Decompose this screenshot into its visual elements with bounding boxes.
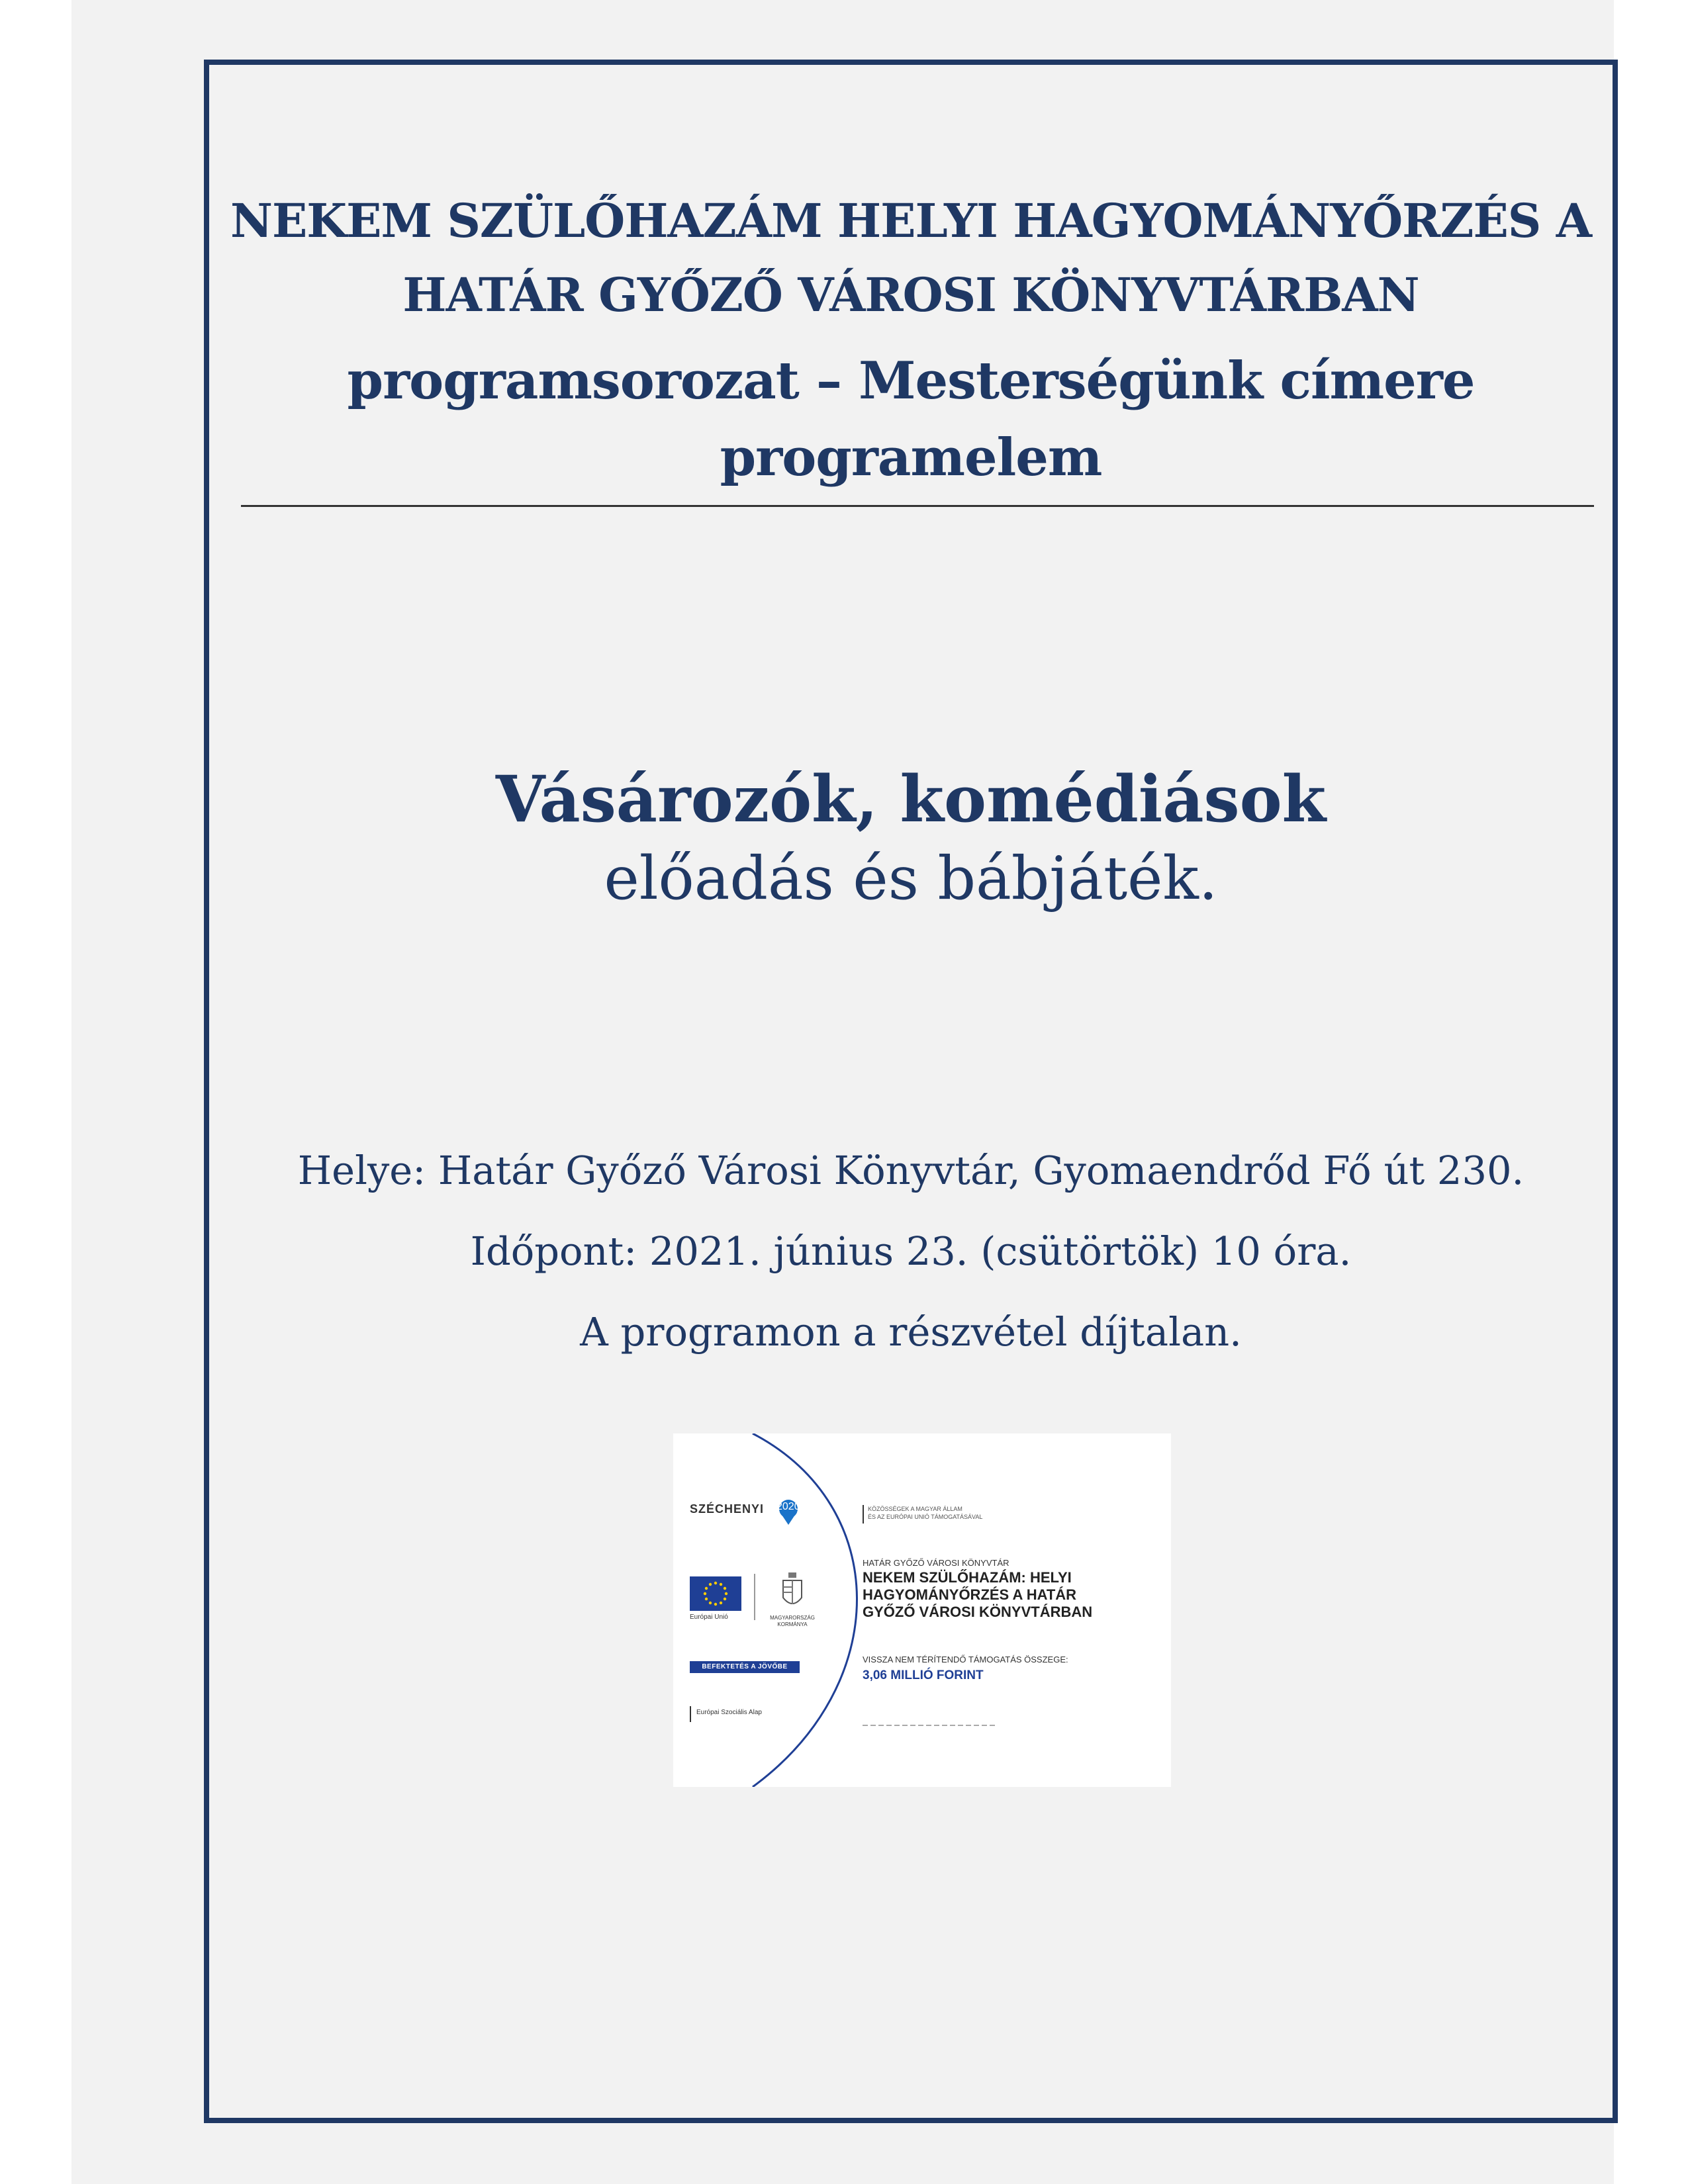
- organization-name: HATÁR GYŐZŐ VÁROSI KÖNYVTÁR: [863, 1558, 1009, 1568]
- header-line-3: programsorozat – Mesterségünk címere: [347, 351, 1475, 411]
- szechenyi-brand: SZÉCHENYI: [690, 1502, 765, 1516]
- hungarian-government-label: MAGYARORSZÁG KORMÁNYA: [770, 1615, 815, 1627]
- invest-badge: BEFEKTETÉS A JÖVŐBE: [690, 1661, 800, 1673]
- support-text: [868, 1505, 982, 1521]
- eu-label: Európai Unió: [690, 1614, 728, 1621]
- header-line-2: HATÁR GYŐZŐ VÁROSI KÖNYVTÁRBAN: [402, 267, 1419, 322]
- esf-label: Európai Szociális Alap: [696, 1709, 762, 1716]
- event-subtitle: előadás és bábjáték.: [604, 844, 1218, 913]
- project-title-3: GYŐZŐ VÁROSI KÖNYVTÁRBAN: [863, 1604, 1093, 1620]
- szechenyi-year: 2020: [776, 1501, 800, 1512]
- event-place: Helye: Határ Győző Városi Könyvtár, Gyomaendrőd Fő út 230.: [297, 1148, 1524, 1193]
- header-line-4: programelem: [720, 428, 1102, 488]
- header-title: [209, 184, 1613, 332]
- support-text-1: KÖZÖSSÉGEK A MAGYAR ÁLLAM: [868, 1506, 962, 1512]
- header-divider: [241, 505, 1594, 507]
- sponsor-logo: [673, 1433, 1171, 1787]
- logo-separator: [754, 1574, 755, 1620]
- header-subtitle: [209, 343, 1613, 496]
- event-time: Időpont: 2021. június 23. (csütörtök) 10 óra.: [470, 1228, 1352, 1274]
- event-title: Vásározók, komédiások: [495, 762, 1327, 837]
- event-fee: A programon a részvétel díjtalan.: [580, 1309, 1242, 1355]
- event-details: [209, 1130, 1613, 1373]
- header-line-1: NEKEM SZÜLŐHAZÁM HELYI HAGYOMÁNYŐRZÉS A: [230, 193, 1592, 248]
- footnote-line: [863, 1725, 995, 1726]
- support-bar: [863, 1505, 864, 1524]
- project-title-1: NEKEM SZÜLŐHAZÁM: HELYI: [863, 1569, 1072, 1586]
- project-title: [863, 1569, 1092, 1621]
- hungarian-crest-icon: [779, 1571, 806, 1615]
- support-text-2: ÉS AZ EURÓPAI UNIÓ TÁMOGATÁSÁVAL: [868, 1514, 983, 1520]
- esf-bar: [690, 1706, 691, 1722]
- project-title-2: HAGYOMÁNYŐRZÉS A HATÁR: [863, 1586, 1077, 1603]
- page-border-frame: [204, 60, 1618, 2123]
- amount-value: 3,06 MILLIÓ FORINT: [863, 1668, 984, 1682]
- document-page: [71, 0, 1614, 2184]
- eu-flag-icon: [690, 1576, 741, 1611]
- amount-label: VISSZA NEM TÉRÍTENDŐ TÁMOGATÁS ÖSSZEGE:: [863, 1655, 1068, 1664]
